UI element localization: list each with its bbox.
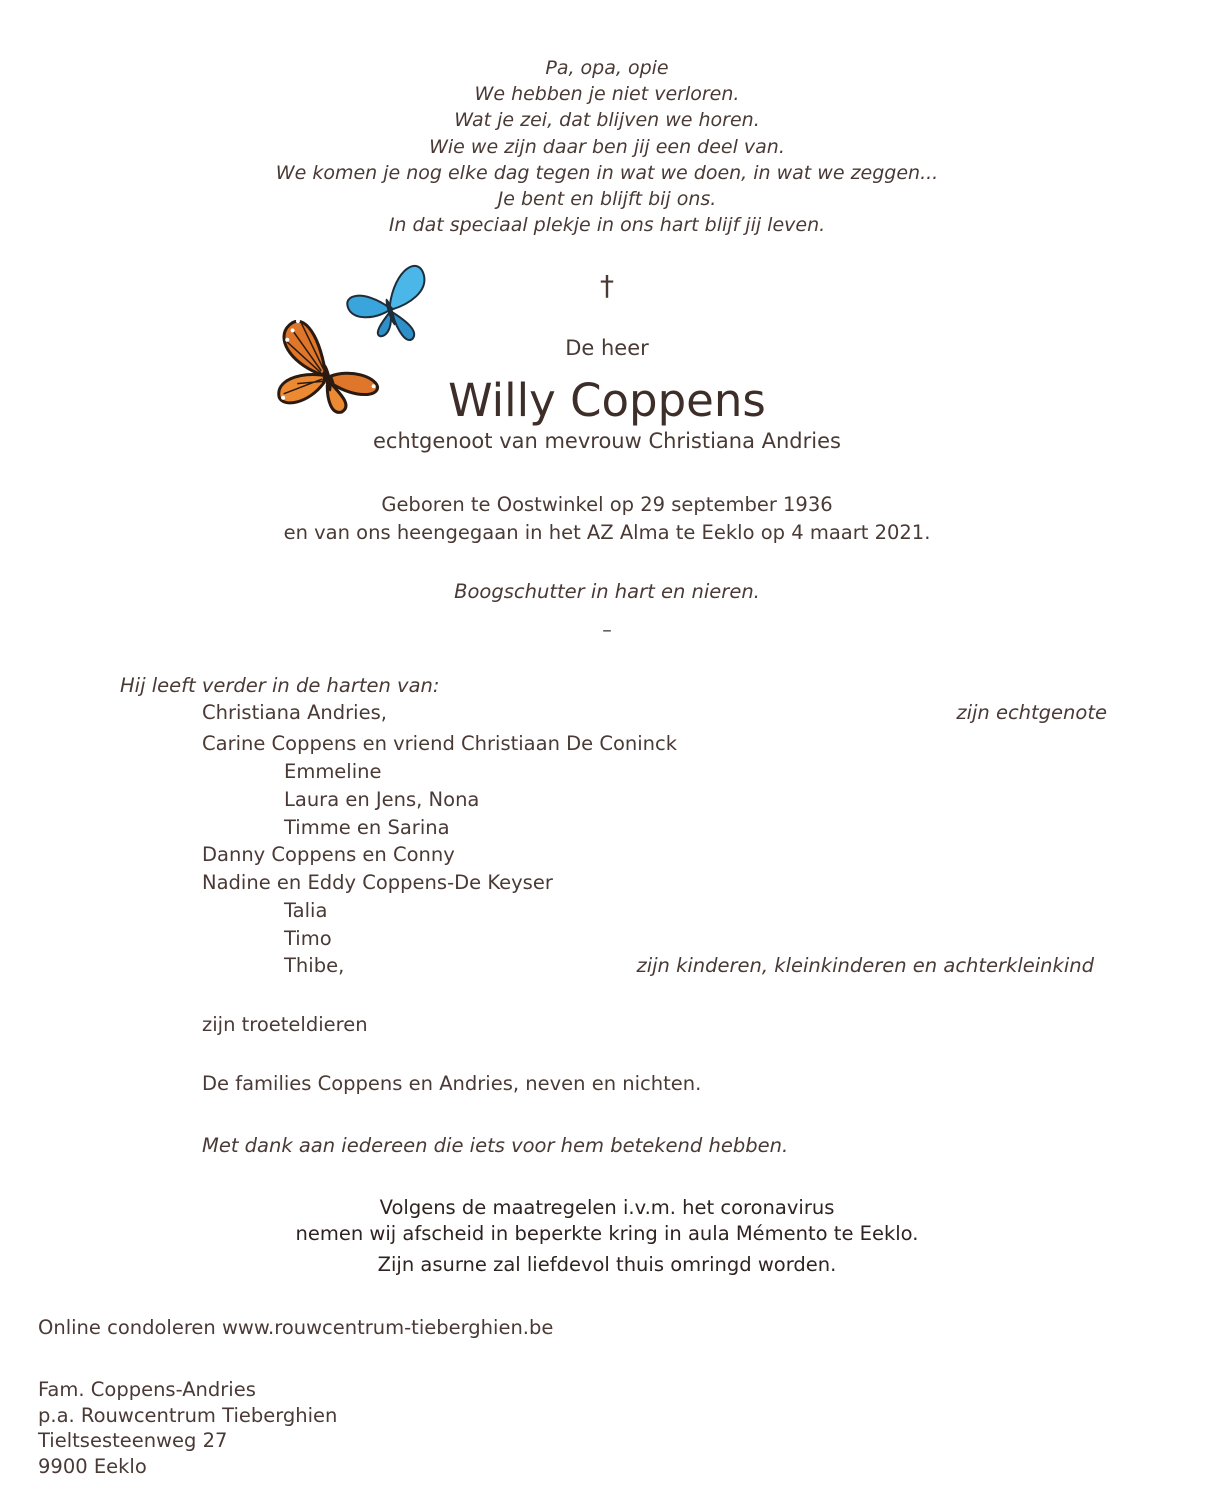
spouse-role: zijn echtgenote — [956, 701, 1107, 724]
poem-line: Wat je zei, dat blijven we horen. — [454, 109, 760, 132]
poem-line: In dat speciaal plekje in ons hart blijf jij leven. — [388, 214, 826, 237]
address-line: p.a. Rouwcentrum Tieberghien — [38, 1404, 338, 1427]
spouse-name: Christiana Andries, — [202, 701, 387, 724]
birth-line: Geboren te Oostwinkel op 29 september 1936 — [381, 493, 833, 516]
family-member: Carine Coppens en vriend Christiaan De Coninck — [202, 732, 678, 755]
family-member: Timo — [284, 927, 332, 950]
family-member: Timme en Sarina — [284, 816, 450, 839]
spouse-line: echtgenoot van mevrouw Christiana Andries — [373, 429, 841, 453]
corona-line: Volgens de maatregelen i.v.m. het coronavirus — [379, 1196, 835, 1219]
motto: Boogschutter in hart en nieren. — [454, 580, 760, 603]
death-line: en van ons heengegaan in het AZ Alma te Eeklo op 4 maart 2021. — [283, 521, 931, 544]
children-role: zijn kinderen, kleinkinderen en achterkleinkind — [636, 954, 1094, 977]
address-line: Fam. Coppens-Andries — [38, 1378, 256, 1401]
poem-line: We komen je nog elke dag tegen in wat we doen, in wat we zeggen... — [275, 161, 939, 184]
family-member: Nadine en Eddy Coppens-De Keyser — [202, 871, 553, 894]
poem-line: Pa, opa, opie — [545, 57, 669, 79]
survivors-intro: Hij leeft verder in de harten van: — [120, 674, 440, 697]
address-line: 9900 Eeklo — [38, 1455, 147, 1478]
thanks-line: Met dank aan iedereen die iets voor hem betekend hebben. — [202, 1134, 789, 1157]
family-member: Talia — [284, 899, 328, 922]
poem-line: Wie we zijn daar ben jij een deel van. — [429, 135, 785, 158]
birth-death-lines — [0, 491, 1214, 547]
online-condolence: Online condoleren www.rouwcentrum-tieberghien.be — [38, 1316, 554, 1339]
cross-symbol: † — [600, 269, 614, 302]
corona-line: nemen wij afscheid in beperkte kring in aula Mémento te Eeklo. — [295, 1222, 919, 1245]
separator: – — [602, 619, 612, 641]
poem-line: We hebben je niet verloren. — [474, 83, 740, 106]
family-member: Danny Coppens en Conny — [202, 843, 455, 866]
pets-line: zijn troeteldieren — [202, 1013, 368, 1036]
poem — [0, 55, 1214, 238]
address-line: Tieltsesteenweg 27 — [38, 1429, 228, 1452]
family-member: Laura en Jens, Nona — [284, 788, 480, 811]
family-member: Thibe, — [284, 954, 345, 977]
family-member: Emmeline — [284, 760, 382, 783]
poem-line: Je bent en blijft bij ons. — [497, 188, 717, 211]
honorific: De heer — [565, 336, 649, 360]
corona-line: Zijn asurne zal liefdevol thuis omringd worden. — [377, 1253, 837, 1276]
families-line: De families Coppens en Andries, neven en nichten. — [202, 1072, 702, 1095]
deceased-name: Willy Coppens — [448, 374, 766, 427]
